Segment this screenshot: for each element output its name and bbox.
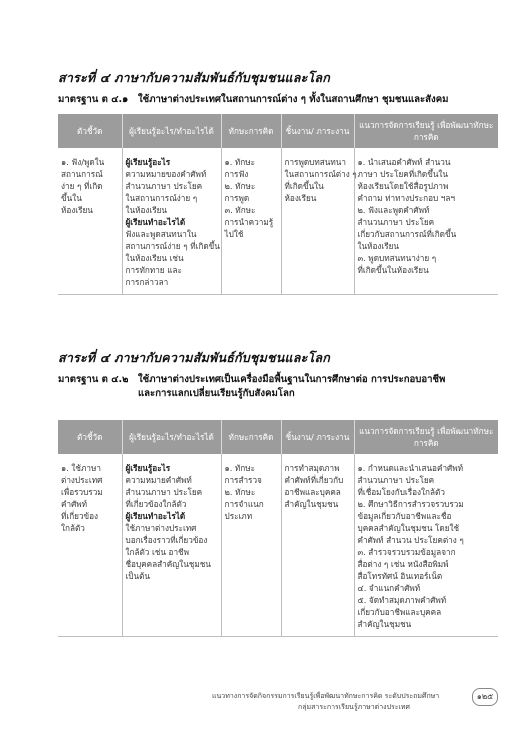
section2-table — [58, 420, 498, 637]
cell-line: ๓. พูดบทสนทนาง่าย ๆ — [357, 253, 437, 263]
footer-subtitle: กลุ่มสาระการเรียนรู้ภาษาต่างประเทศ — [298, 703, 410, 711]
cell-line: ผู้เรียนทำอะไรได้ — [125, 217, 186, 227]
cell-line: ข้อมูลเกี่ยวกับอาชีพและชื่อ — [357, 511, 452, 521]
cell-line: ๑. ใช้ภาษา — [61, 463, 101, 473]
cell-line: ๒. ศึกษาวิธีการสำรวจรวบรวม — [357, 499, 464, 509]
cell-line: ๑. ฟัง/พูดใน — [61, 157, 105, 167]
cell-line: สื่อโทรทัศน์ อินเทอร์เน็ต — [357, 571, 443, 581]
cell-line: ที่เกิดขึ้นในห้องเรียน — [357, 265, 429, 275]
cell-line: สำคัญในชุมชน — [357, 619, 412, 629]
cell-line: สื่อต่าง ๆ เช่น หนังสือพิมพ์ — [357, 559, 449, 569]
cell-line: การนำความรู้ — [224, 217, 274, 227]
cell-line: ห้องเรียน — [284, 193, 317, 203]
cell-line: สำคัญในชุมชน — [284, 499, 339, 509]
skills-cell — [221, 454, 281, 637]
cell-line: บอกเรื่องราวที่เกี่ยวข้อง — [125, 535, 208, 545]
header-skills: ทักษะการคิด — [221, 420, 281, 454]
cell-line: การทำสมุดภาพ — [284, 463, 340, 473]
section1-body-row — [58, 148, 498, 295]
header-indicator: ตัวชี้วัด — [58, 114, 122, 148]
header-work: ชิ้นงาน/ ภาระงาน — [281, 420, 354, 454]
header-work: ชิ้นงาน/ ภาระงาน — [281, 114, 354, 148]
cell-line: ๓. ทักษะ — [224, 205, 256, 215]
cell-line: ใกล้ตัว — [61, 523, 85, 533]
cell-line: ขึ้นใน — [61, 193, 82, 203]
cell-line: ๕. จัดทำสมุดภาพคำศัพท์ — [357, 595, 447, 605]
cell-line: สถานการณ์ — [61, 169, 103, 179]
cell-line: ภาษา ประโยคที่เกิดขึ้นใน — [357, 169, 449, 179]
cell-line: ในสถานการณ์ง่าย ๆ — [125, 193, 198, 203]
cell-line: ผู้เรียนรู้อะไร — [125, 463, 171, 473]
cell-line: ที่เกี่ยวข้องใกล้ตัว — [125, 499, 187, 509]
section1-title: สาระที่ ๔ ภาษากับความสัมพันธ์กับชุมชนและโลก — [58, 70, 331, 85]
cell-line: การกล่าวลา — [125, 277, 169, 287]
cell-line: ที่เชื่อมโยงกับเรื่องใกล้ตัว — [357, 487, 445, 497]
section2-header-row — [58, 420, 498, 454]
cell-line: บุคคลสำคัญในชุมชน โดยใช้ — [357, 523, 460, 533]
cell-line: ที่เกี่ยวข้อง — [61, 511, 99, 521]
section1-header-row — [58, 114, 498, 148]
section2-standard-text-1: ใช้ภาษาต่างประเทศเป็นเครื่องมือพื้นฐานในการศึกษาต่อ การประกอบอาชีพ — [138, 374, 446, 385]
cell-line: ห้องเรียน — [61, 205, 93, 215]
section2-body-row — [58, 454, 498, 637]
cell-line: ๒. ฟังและพูดคำศัพท์ — [357, 205, 430, 215]
cell-line: เกี่ยวกับอาชีพและบุคคล — [357, 607, 442, 617]
header-learn: ผู้เรียนรู้อะไร/ทำอะไรได้ — [122, 114, 221, 148]
cell-line: สำนวนภาษา ประโยค — [357, 475, 435, 485]
cell-line: สถานการณ์ง่าย ๆ ที่เกิดขึ้น — [125, 241, 220, 251]
cell-line: ๓. สำรวจรวบรวมข้อมูลจาก — [357, 547, 456, 557]
cell-line: เพื่อรวบรวม — [61, 487, 103, 497]
cell-line: ในห้องเรียน — [357, 241, 399, 251]
cell-line: สำนวนภาษา ประโยค — [125, 181, 203, 191]
cell-line: ที่เกิดขึ้นใน — [284, 181, 324, 191]
cell-line: คำศัพท์ สำนวน ประโยคต่าง ๆ — [357, 535, 464, 545]
work-cell — [281, 454, 354, 637]
learn-cell — [122, 148, 221, 295]
approach-cell — [354, 148, 498, 295]
work-cell — [281, 148, 357, 295]
cell-line: ไปใช้ — [224, 229, 244, 239]
section1-standard-text: ใช้ภาษาต่างประเทศในสถานการณ์ต่าง ๆ ทั้งในสถานศึกษา ชุมชนและสังคม — [138, 94, 449, 105]
cell-line: ๒. ทักษะ — [224, 487, 256, 497]
cell-line: ๒. ทักษะ — [224, 181, 256, 191]
cell-line: ผู้เรียนทำอะไรได้ — [125, 511, 186, 521]
cell-line: ในสถานการณ์ต่าง ๆ — [284, 169, 357, 179]
cell-line: ๑. กำหนดและนำเสนอคำศัพท์ — [357, 463, 464, 473]
cell-line: คำศัพท์ที่เกี่ยวกับ — [284, 475, 344, 485]
approach-cell — [354, 454, 498, 637]
learn-cell — [122, 454, 221, 637]
cell-line: การพูด — [224, 193, 250, 203]
section2-standard-code: มาตรฐาน ต ๔.๒ — [58, 374, 129, 385]
cell-line: ประเภท — [224, 511, 253, 521]
cell-line: ผู้เรียนรู้อะไร — [125, 157, 171, 167]
cell-line: คำศัพท์ — [61, 499, 88, 509]
cell-line: สำนวนภาษา ประโยค — [357, 217, 435, 227]
cell-line: ๔. จำแนกคำศัพท์ — [357, 583, 421, 593]
cell-line: สำนวนภาษา ประโยค — [125, 487, 203, 497]
indicator-cell — [58, 454, 122, 637]
cell-line: การสำรวจ — [224, 475, 262, 485]
section2-title: สาระที่ ๔ ภาษากับความสัมพันธ์กับชุมชนและโลก — [58, 350, 331, 365]
page-number: ๑๒๕ — [472, 688, 498, 706]
cell-line: เกี่ยวกับสถานการณ์ที่เกิดขึ้น — [357, 229, 457, 239]
cell-line: ฟังและพูดสนทนาใน — [125, 229, 197, 239]
cell-line: การทักทาย และ — [125, 265, 182, 275]
cell-line: อาชีพและบุคคล — [284, 487, 341, 497]
cell-line: ความหมายของคำศัพท์ — [125, 169, 207, 179]
header-approach: แนวการจัดการเรียนรู้ เพื่อพัฒนาทักษะการคิด — [354, 114, 498, 148]
cell-line: ง่าย ๆ ที่เกิด — [61, 181, 103, 191]
header-learn: ผู้เรียนรู้อะไร/ทำอะไรได้ — [122, 420, 221, 454]
cell-line: เป็นต้น — [125, 571, 151, 581]
cell-line: ความหมายคำศัพท์ — [125, 475, 192, 485]
cell-line: ห้องเรียนโดยใช้สื่อรูปภาพ — [357, 181, 449, 191]
section1-standard — [58, 93, 498, 107]
header-indicator: ตัวชี้วัด — [58, 420, 122, 454]
footer-title: แนวทางการจัดกิจกรรมการเรียนรู้เพื่อพัฒนาทักษะการคิด ระดับประถมศึกษา — [212, 692, 440, 700]
cell-line: ๑. ทักษะ — [224, 463, 256, 473]
section1-table — [58, 114, 498, 295]
cell-line: การพูดบทสนทนา — [284, 157, 346, 167]
indicator-cell — [58, 148, 122, 295]
cell-line: ชื่อบุคคลสำคัญในชุมชน — [125, 559, 211, 569]
cell-line: ๑. นำเสนอคำศัพท์ สำนวน — [357, 157, 451, 167]
cell-line: ใกล้ตัว เช่น อาชีพ — [125, 547, 190, 557]
cell-line: การจำแนก — [224, 499, 264, 509]
header-approach: แนวการจัดการเรียนรู้ เพื่อพัฒนาทักษะการคิด — [354, 420, 498, 454]
skills-cell — [221, 148, 281, 295]
section2-standard — [58, 373, 498, 401]
cell-line: ๑. ทักษะ — [224, 157, 256, 167]
cell-line: การฟัง — [224, 169, 249, 179]
section1-standard-code: มาตรฐาน ต ๔.๑ — [58, 94, 129, 105]
header-skills: ทักษะการคิด — [221, 114, 281, 148]
cell-line: ในห้องเรียน เช่น — [125, 253, 184, 263]
cell-line: ต่างประเทศ — [61, 475, 103, 485]
cell-line: คำถาม ท่าทางประกอบ ฯลฯ — [357, 193, 455, 203]
cell-line: ในห้องเรียน — [125, 205, 167, 215]
section2-standard-text-2: และการแลกเปลี่ยนเรียนรู้กับสังคมโลก — [138, 388, 295, 399]
cell-line: ใช้ภาษาต่างประเทศ — [125, 523, 197, 533]
